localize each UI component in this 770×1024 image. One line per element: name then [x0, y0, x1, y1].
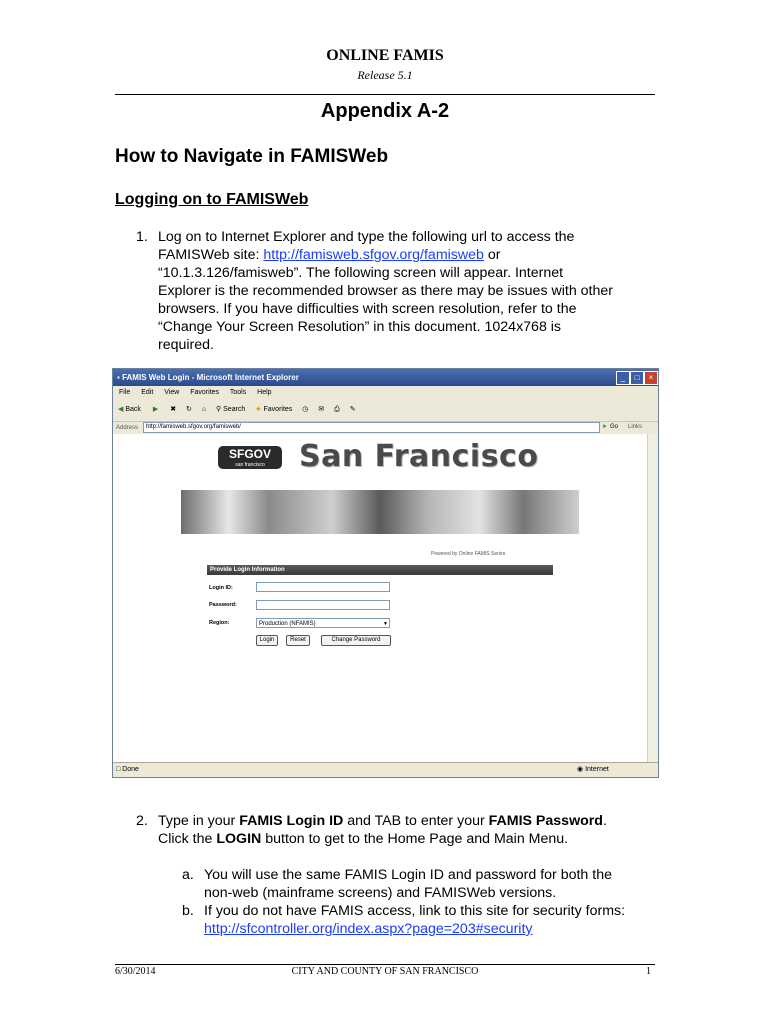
refresh-icon[interactable]: ↻ [186, 406, 192, 413]
go-icon[interactable]: ➤ [602, 424, 608, 430]
menu-file[interactable]: File [119, 389, 131, 396]
step2b-line: If you do not have FAMIS access, link to this site for security forms: [204, 903, 626, 919]
sfgov-logo [218, 446, 282, 469]
step2-bold: LOGIN [216, 831, 262, 847]
links-label[interactable]: Links [628, 424, 643, 430]
step1-line: browsers. If you have difficulties with screen resolution, refer to the [158, 301, 577, 317]
browser-screenshot [112, 368, 659, 778]
status-zone: Internet [585, 766, 609, 773]
window-titlebar [113, 369, 658, 386]
close-icon[interactable]: × [644, 371, 658, 385]
step2-text [158, 812, 658, 848]
step2-text-part: Click the [158, 831, 217, 847]
login-panel-header: Provide Login Information [207, 565, 553, 575]
menu-favorites[interactable]: Favorites [190, 389, 220, 396]
sfgov-logo-sub: san francisco [235, 462, 265, 468]
step2-bold: FAMIS Login ID [239, 813, 344, 829]
footer-divider [115, 964, 655, 965]
password-input[interactable] [256, 600, 390, 610]
globe-icon: ◉ [577, 766, 584, 773]
page-icon: □ [116, 766, 121, 773]
doc-release: Release 5.1 [357, 68, 413, 82]
step1-text [158, 228, 658, 354]
step2-bold: FAMIS Password [488, 813, 603, 829]
vertical-scrollbar[interactable] [647, 434, 658, 762]
page-number: 1 [646, 966, 651, 977]
subsection-heading: Logging on to FAMISWeb [115, 191, 309, 208]
stop-icon[interactable]: ✖ [170, 406, 177, 413]
substep-letter: a. [182, 867, 194, 883]
step2-text-part: and TAB to enter your [343, 813, 489, 829]
forward-icon[interactable]: ▶ [152, 406, 159, 413]
step1-line-text: FAMISWeb site: [158, 247, 264, 263]
home-icon[interactable]: ⌂ [201, 406, 207, 413]
step1-line: Log on to Internet Explorer and type the following url to access the [158, 229, 575, 245]
region-value: Production (NFAMIS) [259, 621, 316, 627]
favorites-button[interactable]: Favorites [263, 406, 293, 413]
maximize-icon[interactable]: □ [630, 371, 644, 385]
city-banner-title: San Francisco [299, 439, 539, 474]
doc-header-title: ONLINE FAMIS [326, 47, 444, 64]
step2a-line: non-web (mainframe screens) and FAMISWeb versions. [204, 885, 557, 901]
sfgov-logo-text: SFGOV [228, 447, 271, 461]
step1-line: required. [158, 337, 214, 353]
step-number: 2. [136, 813, 148, 829]
menu-bar [113, 386, 658, 399]
step1-line: Explorer is the recommended browser as there may be issues with other [158, 283, 613, 299]
menu-view[interactable]: View [164, 389, 180, 396]
page-content [113, 434, 647, 762]
ie-icon: ▪ [117, 373, 120, 382]
login-id-label: Login ID: [209, 585, 233, 591]
login-id-input[interactable] [256, 582, 390, 592]
step1-line: “10.1.3.126/famisweb”. The following screen will appear. Internet [158, 265, 564, 281]
region-label: Region: [209, 620, 230, 626]
famisweb-link[interactable]: http://famisweb.sfgov.org/famisweb [263, 247, 484, 263]
address-label: Address [116, 425, 139, 431]
step2-line [158, 812, 658, 830]
step1-line: “Change Your Screen Resolution” in this document. 1024x768 is [158, 319, 562, 335]
region-select[interactable] [256, 618, 390, 628]
section-heading: How to Navigate in FAMISWeb [115, 146, 389, 167]
security-forms-link[interactable]: http://sfcontroller.org/index.aspx?page=203#security [204, 921, 533, 937]
internet-zone [577, 763, 609, 776]
back-button[interactable]: Back [125, 406, 141, 413]
appendix-title: Appendix A-2 [320, 100, 450, 122]
toolbar [113, 399, 658, 421]
step2b-text [204, 902, 664, 938]
address-input[interactable] [143, 422, 600, 433]
search-button[interactable]: Search [223, 406, 246, 413]
minimize-icon[interactable]: _ [616, 371, 630, 385]
address-value: http://famisweb.sfgov.org/famisweb/ [146, 424, 241, 430]
step2-text-part: Type in your [158, 813, 240, 829]
step1-line [158, 246, 658, 264]
history-icon[interactable]: ◷ [302, 406, 309, 413]
step2-line [158, 830, 658, 848]
menu-tools[interactable]: Tools [229, 389, 247, 396]
step1-line-text: or [483, 247, 501, 263]
substep-letter: b. [182, 903, 194, 919]
reset-button[interactable]: Reset [286, 635, 310, 646]
menu-help[interactable]: Help [257, 389, 272, 396]
menu-edit[interactable]: Edit [141, 389, 154, 396]
footer-org: CITY AND COUNTY OF SAN FRANCISCO [291, 966, 479, 977]
status-done: Done [122, 766, 139, 773]
footer-date: 6/30/2014 [115, 966, 156, 977]
chevron-down-icon: ▼ [383, 621, 388, 627]
search-icon[interactable]: ⚲ [216, 406, 222, 413]
step2-text-part: . [602, 813, 607, 829]
step2a-line: You will use the same FAMIS Login ID and password for both the [204, 867, 612, 883]
header-divider [115, 94, 655, 95]
step2a-text [204, 866, 664, 902]
step2-text-part: button to get to the Home Page and Main Menu. [261, 831, 569, 847]
mail-icon[interactable]: ✉ [318, 406, 325, 413]
city-photo-banner [181, 490, 579, 534]
login-button[interactable]: Login [256, 635, 278, 646]
window-title: FAMIS Web Login - Microsoft Internet Explorer [122, 373, 299, 382]
password-label: Password: [209, 602, 237, 608]
step-number: 1. [136, 229, 148, 245]
go-button[interactable]: Go [610, 424, 619, 430]
edit-icon[interactable]: ✎ [349, 406, 356, 413]
powered-by-text: Powered by Online FAMIS Series [431, 551, 506, 557]
change-password-button[interactable]: Change Password [321, 635, 391, 646]
favorites-icon[interactable]: ★ [255, 406, 262, 413]
print-icon[interactable]: ⎙ [334, 406, 340, 413]
back-icon[interactable]: ◀ [118, 406, 124, 413]
